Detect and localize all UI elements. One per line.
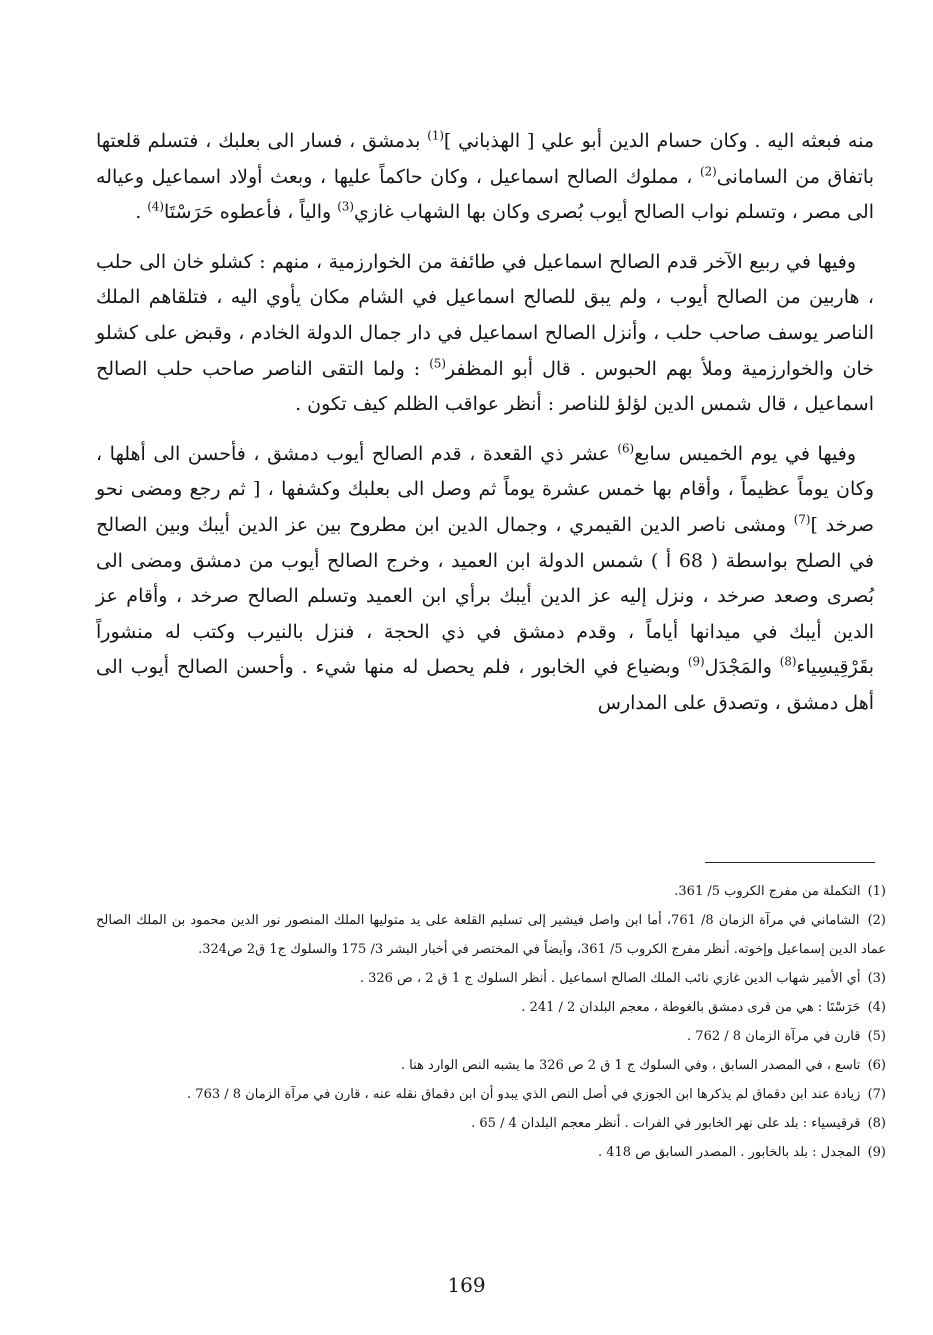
paragraph-text: وفيها في ربيع الآخر قدم الصالح اسماعيل في طائفة من الخوارزمية ، منهم : كشلو خان الى حلب ، هاربين من الصالح أيوب ، ولم يبق للصالح اسماعيل في الشام مكان يأوي اليه ، فتلقاهم الملك الناصر يوسف صاحب حلب ، وأنزل الصالح اسماعيل في دار جمال الدولة الخادم ، وقبض على كشلو خان والخوارزمية وملأ بهم الحبوس . قال أبو المظفر bbox=[96, 250, 875, 380]
footnote bbox=[96, 1080, 886, 1109]
footnote bbox=[96, 1022, 886, 1051]
main-text bbox=[96, 124, 874, 736]
footnote-ref: (4) bbox=[147, 199, 164, 214]
footnote-ref: (9) bbox=[687, 654, 705, 669]
footnote-ref: (6) bbox=[617, 441, 635, 456]
footnote bbox=[96, 1138, 886, 1167]
footnote-ref: (3) bbox=[337, 199, 354, 214]
paragraph-text: والمَجْدَل bbox=[704, 656, 780, 679]
footnote-text: قارن في مرآة الزمان 8 / 762 . bbox=[687, 1029, 865, 1044]
footnote-number: (5) bbox=[867, 1029, 886, 1044]
paragraph-text: ، مملوك الصالح اسماعيل ، وكان حاكماً عليها ، وبعث أولاد اسماعيل وعياله الى مصر ، وتسلم نواب الصالح أيوب بُصرى وكان بها الشهاب غازي bbox=[96, 165, 874, 224]
footnote-number: (2) bbox=[867, 913, 886, 928]
paragraph-text: ومشى ناصر الدين القيمري ، وجمال الدين ابن مطروح بين عز الدين أيبك وبين الصالح في الصلح بواسطة ( 68 أ ) شمس الدولة ابن العميد ، وخرج الصالح أيوب من دمشق ومضى الى بُصرى وصعد صرخد ، ونزل إليه عز الدين أيبك برأي ابن العميد وتسلم الصالح صرخد ، وأقام عز الدين أيبك في ميدانها أياماً ، وقدم دمشق في ذي الحجة ، فنزل بالنيرب وكتب له منشوراً بقَرْقِيسِياء bbox=[96, 513, 875, 679]
footnote-text: تاسع ، في المصدر السابق ، وفي السلوك ج 1 ق 2 ص 326 ما يشبه النص الوارد هنا . bbox=[400, 1058, 865, 1073]
footnote-number: (8) bbox=[867, 1116, 886, 1131]
paragraph-text: وبضياع في الخابور ، فلم يحصل له منها شيء . وأحسن الصالح أيوب الى أهل دمشق ، وتصدق على المدارس bbox=[96, 656, 874, 714]
footnote bbox=[96, 1051, 886, 1080]
paragraph-text: : ولما التقى الناصر صاحب حلب الصالح اسماعيل ، قال شمس الدين لؤلؤ للناصر : أنظر عواقب الظلم كيف تكون . bbox=[96, 357, 874, 416]
footnote-number: (7) bbox=[867, 1087, 886, 1102]
footnote bbox=[96, 877, 886, 906]
footnote-text: حَرَسْتَا : هي من قرى دمشق بالغوطة ، معجم البلدان 2 / 241 . bbox=[521, 1000, 865, 1015]
footnote-text: المجدل : بلد بالخابور . المصدر السابق ص 418 . bbox=[597, 1145, 865, 1160]
footnote-ref: (8) bbox=[779, 654, 797, 669]
footnote bbox=[96, 1109, 886, 1138]
footnote-number: (3) bbox=[867, 971, 886, 986]
footnotes bbox=[96, 877, 886, 1167]
paragraph-text: . bbox=[135, 201, 148, 224]
footnote-ref: (1) bbox=[427, 128, 444, 143]
page-number: 169 bbox=[447, 1273, 486, 1297]
footnote-text: قرقيسياء : بلد على نهر الخابور في الفرات . أنظر معجم البلدان 4 / 65 . bbox=[471, 1116, 865, 1131]
paragraph-text: عشر ذي القعدة ، قدم الصالح أيوب دمشق ، فأحسن الى أهلها ، وكان يوماً عظيماً ، وأقام بها خمس عشرة يوماً ثم وصل الى بعلبك وكشفها ، [ ثم رجع ومضى نحو صرخد ] bbox=[96, 442, 874, 536]
paragraph-text: منه فبعثه اليه . وكان حسام الدين أبو علي [ الهذباني ] bbox=[443, 130, 874, 152]
paragraph-text: بدمشق ، فسار الى بعلبك ، فتسلم قلعتها باتفاق من السامانى bbox=[96, 130, 875, 188]
footnote-number: (4) bbox=[867, 1000, 886, 1015]
footnote-number: (6) bbox=[867, 1058, 886, 1073]
footnote-separator bbox=[705, 862, 875, 863]
footnote-ref: (7) bbox=[793, 512, 811, 527]
footnote-number: (9) bbox=[867, 1145, 886, 1160]
paragraph bbox=[96, 124, 874, 231]
footnote-number: (1) bbox=[867, 884, 886, 899]
paragraph bbox=[96, 437, 874, 722]
footnote bbox=[96, 993, 886, 1022]
paragraph-text: وفيها في يوم الخميس سابع bbox=[634, 442, 856, 465]
footnote-text: زيادة عند ابن دقماق لم يذكرها ابن الجوزي في أصل النص الذي يبدو أن ابن دقماق نقله عنه ، قارن في مرآة الزمان 8 / 763 . bbox=[187, 1087, 865, 1102]
paragraph bbox=[96, 245, 874, 423]
paragraph-text: والياً ، فأعطوه حَرَسْتَا bbox=[163, 201, 338, 224]
footnote-ref: (2) bbox=[700, 164, 717, 179]
footnote-text: أي الأمير شهاب الدين غازي نائب الملك الصالح اسماعيل . أنظر السلوك ج 1 ق 2 ، ص 326 . bbox=[359, 971, 865, 986]
footnote-text: الشاماني في مرآة الزمان 8/ 761، أما ابن واصل فيشير إلى تسليم القلعة على يد متوليها الملك المنصور نور الدين محمود بن الملك الصالح عماد الدين إسماعيل وإخوته. أنظر مفرج الكروب 5/ 361، وأيضاً في المختصر في أخبار البشر 3/ 175 والسلوك ج1 ق2 ص324. bbox=[96, 913, 886, 957]
footnote-ref: (5) bbox=[429, 356, 446, 371]
footnote bbox=[96, 964, 886, 993]
footnote bbox=[96, 906, 886, 964]
footnote-text: التكملة من مفرج الكروب 5/ 361. bbox=[674, 884, 865, 899]
